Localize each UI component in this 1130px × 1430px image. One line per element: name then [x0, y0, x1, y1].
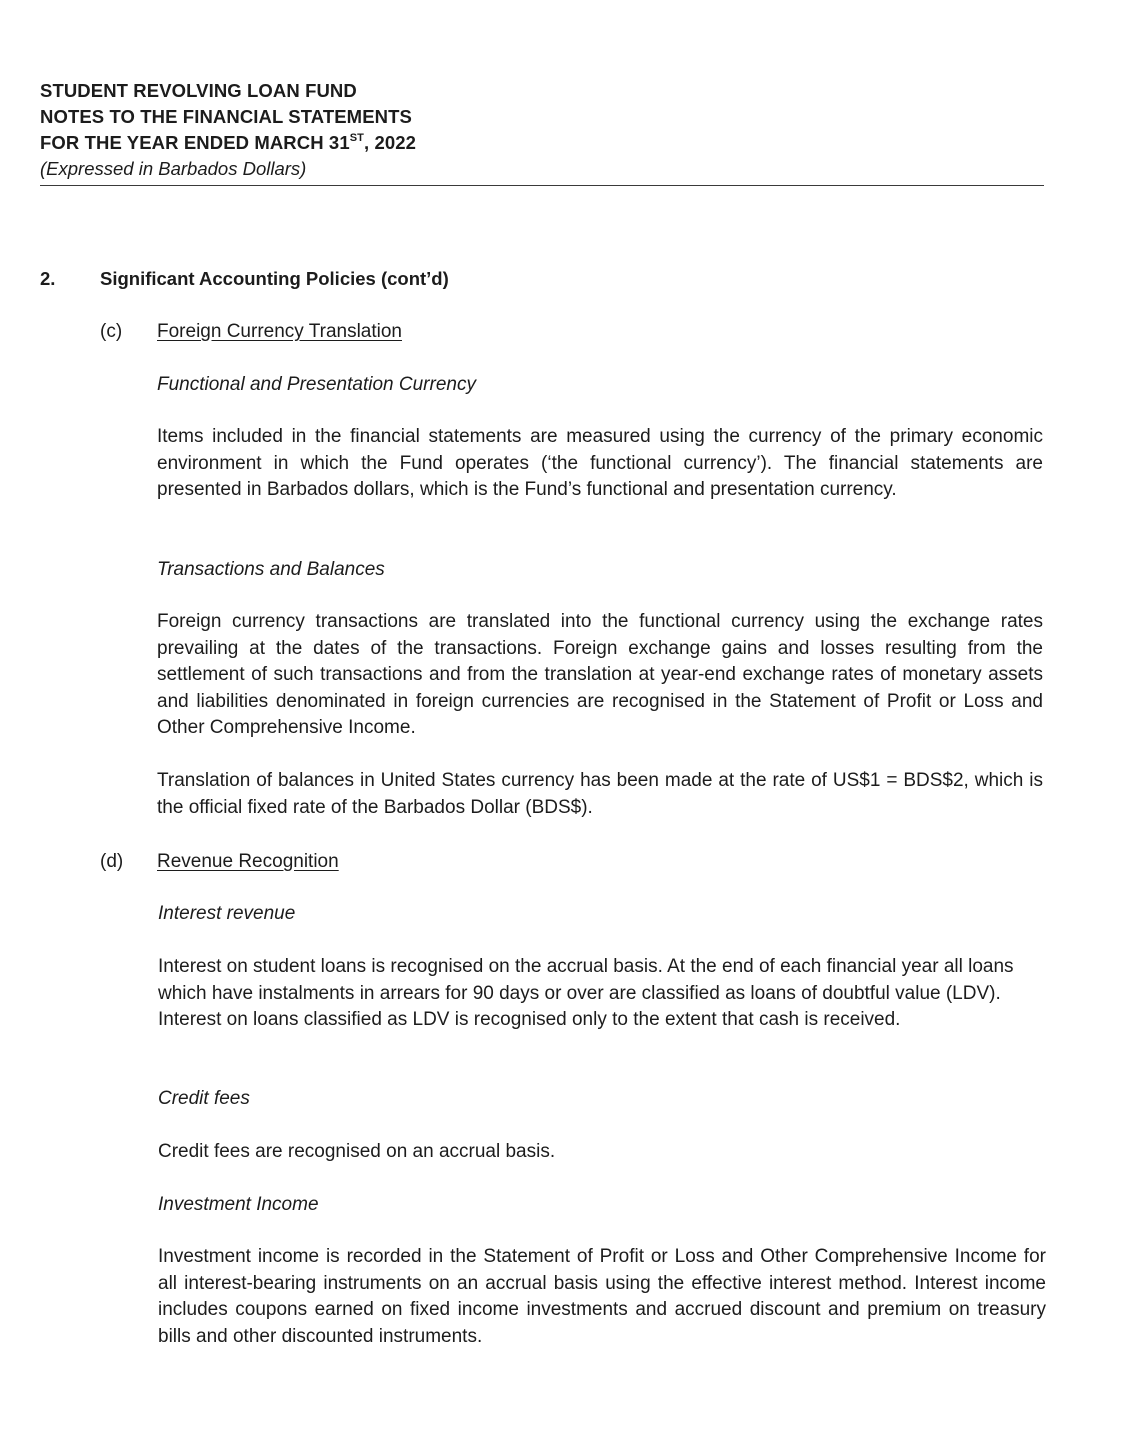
- investment-income-paragraph: Investment income is recorded in the Statement of Profit or Loss and Other Comprehensive Income for all interest-bearing instruments on an accrual basis using the effective interest method. Interest income includes coupons earned on fixed income investments and accrued discount and premium on treasury bills and other discounted instruments.: [158, 1246, 1046, 1347]
- interest-revenue-heading: Interest revenue: [158, 903, 296, 924]
- transactions-paragraph: Foreign currency transactions are translated into the functional currency using the exchange rates prevailing at the dates of the transactions. Foreign exchange gains and losses resulting from the settlement of such transactions and from the translation at year-end exchange rates of monetary assets and liabilities denominated in foreign currencies are recognised in the Statement of Profit or Loss and Other Comprehensive Income.: [157, 611, 1043, 738]
- period-text: FOR THE YEAR ENDED MARCH 31: [40, 132, 350, 153]
- interest-revenue-paragraph: Interest on student loans is recognised on the accrual basis. At the end of each financial year all loans which have instalments in arrears for 90 days or over are classified as loans of doubtful value (LDV). Interest on loans classified as LDV is recognised only to the extent that cash is received.: [158, 956, 1014, 1030]
- period-line: [40, 130, 1044, 156]
- fund-name: STUDENT REVOLVING LOAN FUND: [40, 80, 357, 101]
- functional-currency-heading: Functional and Presentation Currency: [157, 374, 476, 395]
- translation-rate-paragraph: Translation of balances in United States currency has been made at the rate of US$1 = BDS$2, which is the official fixed rate of the Barbados Dollar (BDS$).: [157, 770, 1043, 818]
- investment-income-heading: Investment Income: [158, 1194, 319, 1215]
- header-divider: [40, 185, 1044, 186]
- ordinal-suffix: ST: [349, 131, 364, 144]
- functional-currency-paragraph: Items included in the financial statements are measured using the currency of the primary economic environment in which the Fund operates (‘the functional currency’). The financial statements are presented in Barbados dollars, which is the Fund’s functional and presentation currency.: [157, 426, 1043, 500]
- section-title: Significant Accounting Policies (cont’d): [100, 268, 449, 289]
- period-year: , 2022: [363, 132, 417, 153]
- credit-fees-heading: Credit fees: [158, 1088, 250, 1109]
- subsection-c-letter: (c): [100, 321, 123, 342]
- subsection-d-title: Revenue Recognition: [157, 851, 339, 872]
- section-heading: [40, 266, 449, 292]
- document-title: NOTES TO THE FINANCIAL STATEMENTS: [40, 106, 412, 127]
- section-number: 2.: [40, 268, 56, 289]
- subsection-d-letter: (d): [100, 851, 124, 872]
- subsection-c-heading: [100, 319, 402, 345]
- document-header: [40, 78, 1044, 182]
- subsection-d-heading: [100, 849, 339, 875]
- credit-fees-paragraph: Credit fees are recognised on an accrual basis.: [158, 1141, 556, 1162]
- currency-note: (Expressed in Barbados Dollars): [40, 158, 307, 179]
- subsection-c-title: Foreign Currency Translation: [157, 321, 402, 342]
- transactions-balances-heading: Transactions and Balances: [157, 559, 385, 580]
